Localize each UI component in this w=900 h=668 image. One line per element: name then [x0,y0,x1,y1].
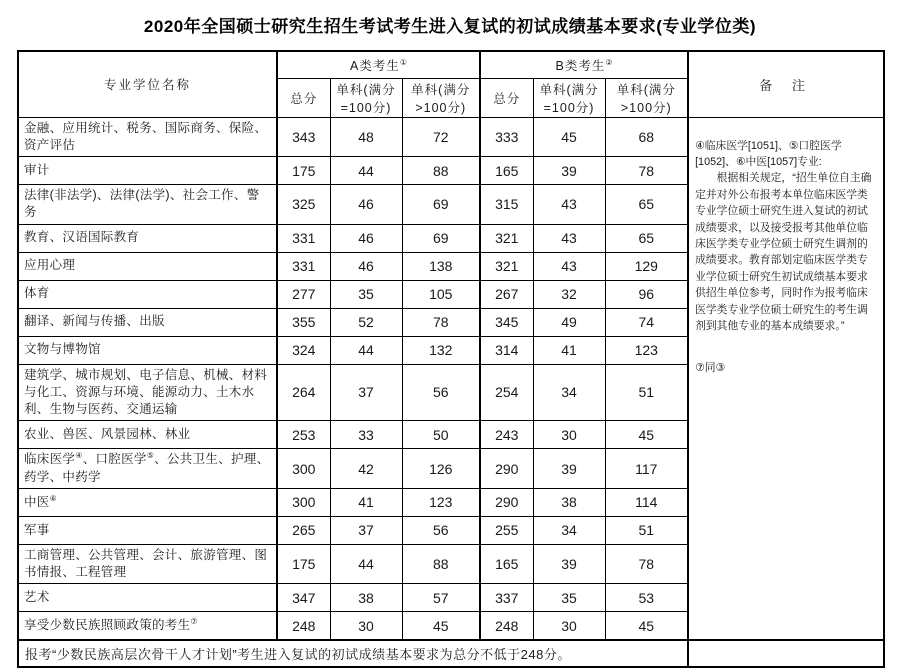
score-cell-a-gt100: 56 [402,516,480,544]
score-cell-a-eq100: 37 [330,516,402,544]
score-cell-a-total: 300 [277,488,330,516]
category-name-text: 享受少数民族照顾政策的考生 [24,617,191,632]
category-name-text: 临床医学 [24,452,76,467]
column-header-group-a [277,51,480,78]
score-cell-b-eq100: 34 [533,364,605,421]
score-cell-b-gt100: 65 [605,224,688,252]
column-header-b-total: 总分 [480,78,533,117]
score-cell-b-eq100: 30 [533,612,605,640]
score-cell-b-total: 290 [480,449,533,489]
category-name-text: 军事 [24,522,50,537]
score-cell-a-eq100: 44 [330,336,402,364]
score-cell-a-total: 277 [277,280,330,308]
score-cell-b-total: 267 [480,280,533,308]
score-cell-a-gt100: 105 [402,280,480,308]
category-name [18,421,277,449]
score-cell-b-total: 255 [480,516,533,544]
score-cell-b-gt100: 45 [605,421,688,449]
category-name-text: 农业、兽医、风景园林、林业 [24,427,191,442]
score-cell-a-total: 175 [277,157,330,185]
group-b-footnote-marker: ② [605,57,613,67]
category-name [18,584,277,612]
score-cell-b-total: 333 [480,117,533,157]
column-header-remarks: 备 注 [688,51,884,117]
score-cell-b-total: 314 [480,336,533,364]
score-cell-a-eq100: 41 [330,488,402,516]
header-group-row [18,51,884,78]
score-cell-a-total: 253 [277,421,330,449]
category-name [18,308,277,336]
score-cell-a-gt100: 69 [402,185,480,225]
score-requirements-table [17,50,885,668]
score-cell-a-gt100: 72 [402,117,480,157]
footnote-marker: ⑦ [190,616,198,626]
column-header-a-total: 总分 [277,78,330,117]
score-cell-b-gt100: 78 [605,157,688,185]
score-cell-a-gt100: 56 [402,364,480,421]
score-cell-a-gt100: 69 [402,224,480,252]
score-cell-b-eq100: 43 [533,224,605,252]
score-cell-a-gt100: 88 [402,544,480,584]
score-cell-a-total: 331 [277,252,330,280]
score-cell-a-eq100: 46 [330,224,402,252]
score-cell-b-gt100: 53 [605,584,688,612]
score-cell-b-eq100: 43 [533,252,605,280]
score-cell-a-eq100: 44 [330,544,402,584]
category-name-text: 、口腔医学 [82,452,147,467]
score-cell-b-eq100: 38 [533,488,605,516]
score-cell-b-gt100: 74 [605,308,688,336]
score-cell-a-gt100: 78 [402,308,480,336]
score-cell-a-gt100: 132 [402,336,480,364]
category-name-text: 应用心理 [24,258,76,273]
score-cell-b-eq100: 49 [533,308,605,336]
category-name-text: 文物与博物馆 [24,342,101,357]
category-name-text: 工商管理、公共管理、会计、旅游管理、图书情报、工程管理 [24,547,268,579]
score-cell-b-gt100: 117 [605,449,688,489]
score-cell-b-total: 248 [480,612,533,640]
category-name [18,488,277,516]
score-cell-b-total: 345 [480,308,533,336]
score-cell-b-total: 165 [480,157,533,185]
category-name [18,612,277,640]
score-cell-b-total: 321 [480,252,533,280]
column-header-degree-name: 专业学位名称 [18,51,277,117]
score-cell-a-gt100: 126 [402,449,480,489]
category-name-text: 审计 [24,162,50,177]
score-cell-a-eq100: 52 [330,308,402,336]
score-cell-a-eq100: 35 [330,280,402,308]
score-cell-b-eq100: 39 [533,449,605,489]
score-cell-b-eq100: 43 [533,185,605,225]
score-cell-b-gt100: 96 [605,280,688,308]
category-name-text: 、公共卫生、护理、药学、中药学 [24,452,270,484]
score-cell-a-gt100: 88 [402,157,480,185]
score-cell-b-total: 165 [480,544,533,584]
category-name-text: 法律(非法学)、法律(法学)、社会工作、警务 [24,188,260,220]
score-cell-b-gt100: 68 [605,117,688,157]
score-cell-a-eq100: 37 [330,364,402,421]
score-cell-a-total: 264 [277,364,330,421]
column-header-a-single-gt100: 单科(满分>100分) [402,78,480,117]
table-footer [18,640,884,667]
score-cell-a-gt100: 57 [402,584,480,612]
remarks-cell [688,117,884,640]
score-cell-b-gt100: 51 [605,516,688,544]
category-name [18,364,277,421]
score-cell-a-total: 300 [277,449,330,489]
category-name [18,224,277,252]
score-cell-b-total: 315 [480,185,533,225]
score-cell-a-eq100: 46 [330,185,402,225]
score-cell-a-total: 325 [277,185,330,225]
score-cell-b-gt100: 114 [605,488,688,516]
score-cell-b-eq100: 32 [533,280,605,308]
score-cell-a-gt100: 123 [402,488,480,516]
category-name [18,252,277,280]
category-name-text: 体育 [24,286,50,301]
column-header-b-single-gt100: 单科(满分>100分) [605,78,688,117]
remark-line: 根据相关规定，“招生单位自主确定并对外公布报考本单位临床医学类专业学位硕士研究生进入复试的初试成绩要求，以及接受报考其他单位临床医学类专业学位硕士研究生调剂的成绩要求。教育部划定临床医学类专业学位硕士研究生初试成绩基本要求供招生单位参考，同时作为报考临床医学类专业学位硕士研究生的考生调剂到其他专业的基本成绩要求。” [695,172,872,332]
score-cell-b-total: 243 [480,421,533,449]
score-cell-b-gt100: 45 [605,612,688,640]
score-cell-a-eq100: 46 [330,252,402,280]
column-header-group-b [480,51,688,78]
table-header [18,51,884,117]
category-name [18,544,277,584]
score-cell-b-eq100: 34 [533,516,605,544]
score-cell-a-total: 324 [277,336,330,364]
score-cell-a-gt100: 138 [402,252,480,280]
category-name [18,516,277,544]
score-cell-a-eq100: 38 [330,584,402,612]
remarks-footer-cell [688,640,884,667]
category-name-text: 教育、汉语国际教育 [24,230,140,245]
score-cell-b-eq100: 30 [533,421,605,449]
category-name-text: 艺术 [24,590,50,605]
footnote-marker: ⑥ [49,493,58,503]
group-b-label: B类考生 [555,58,606,73]
table-row [18,117,884,157]
score-cell-a-gt100: 45 [402,612,480,640]
group-a-footnote-marker: ① [399,57,408,67]
category-name [18,280,277,308]
score-cell-a-eq100: 33 [330,421,402,449]
score-cell-b-eq100: 45 [533,117,605,157]
footnote-marker: ⑤ [146,451,155,461]
score-cell-b-total: 290 [480,488,533,516]
score-cell-b-eq100: 39 [533,544,605,584]
footer-note: 报考“少数民族高层次骨干人才计划”考生进入复试的初试成绩基本要求为总分不低于248分。 [18,640,688,667]
remark-line: ④临床医学[1051]、⑤口腔医学[1052]、⑥中医[1057]专业: [695,139,842,168]
score-cell-a-total: 265 [277,516,330,544]
category-name-text: 建筑学、城市规划、电子信息、机械、材料与化工、资源与环境、能源动力、土木水利、生物与医药、交通运输 [24,367,268,416]
score-cell-a-total: 343 [277,117,330,157]
page-title: 2020年全国硕士研究生招生考试考生进入复试的初试成绩基本要求(专业学位类) [143,17,757,36]
category-name [18,157,277,185]
column-header-a-single-eq100: 单科(满分=100分) [330,78,402,117]
category-name [18,336,277,364]
score-cell-b-gt100: 65 [605,185,688,225]
category-name-text: 翻译、新闻与传播、出版 [24,314,165,329]
score-cell-b-gt100: 51 [605,364,688,421]
score-cell-b-total: 321 [480,224,533,252]
score-cell-b-gt100: 123 [605,336,688,364]
score-cell-a-total: 248 [277,612,330,640]
category-name-text: 中医 [24,494,50,509]
score-cell-a-total: 175 [277,544,330,584]
column-header-b-single-eq100: 单科(满分=100分) [533,78,605,117]
score-cell-b-total: 337 [480,584,533,612]
score-cell-b-total: 254 [480,364,533,421]
score-cell-b-eq100: 35 [533,584,605,612]
category-name [18,185,277,225]
remark-spacer [695,334,878,360]
score-cell-a-eq100: 30 [330,612,402,640]
score-cell-b-eq100: 39 [533,157,605,185]
score-cell-b-gt100: 78 [605,544,688,584]
footnote-marker: ④ [75,451,83,461]
score-cell-a-eq100: 42 [330,449,402,489]
group-a-label: A类考生 [350,58,400,73]
category-name [18,449,277,489]
table-body [18,117,884,640]
footer-row [18,640,884,667]
category-name-text: 金融、应用统计、税务、国际商务、保险、资产评估 [24,120,268,152]
score-cell-a-eq100: 48 [330,117,402,157]
score-cell-a-total: 331 [277,224,330,252]
score-cell-b-eq100: 41 [533,336,605,364]
score-cell-a-total: 347 [277,584,330,612]
remark-line: ⑦同③ [695,362,726,375]
category-name [18,117,277,157]
score-cell-a-gt100: 50 [402,421,480,449]
score-cell-a-total: 355 [277,308,330,336]
score-cell-a-eq100: 44 [330,157,402,185]
score-cell-b-gt100: 129 [605,252,688,280]
